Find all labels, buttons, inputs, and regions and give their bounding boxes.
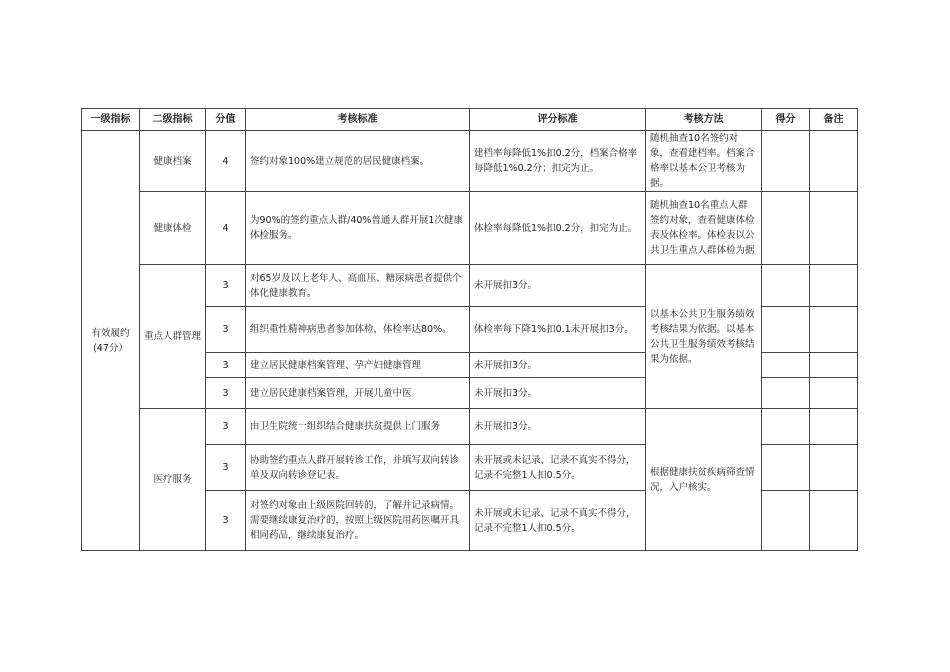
points-cell (762, 192, 810, 265)
level2-cell: 重点人群管理 (140, 265, 206, 409)
score-cell: 3 (206, 491, 246, 551)
criteria-cell: 体检率每降低1%扣0.2分，扣完为止。 (470, 192, 646, 265)
score-cell: 3 (206, 409, 246, 445)
points-cell (762, 265, 810, 307)
remarks-cell (810, 491, 858, 551)
header-criteria: 评分标准 (470, 109, 646, 131)
method-cell: 以基本公共卫生服务绩效考核结果为依据。以基本公共卫生服务绩效考核结果为依据。 (646, 265, 762, 409)
criteria-cell: 未开展扣3分。 (470, 353, 646, 378)
remarks-cell (810, 265, 858, 307)
header-standard: 考核标准 (246, 109, 470, 131)
criteria-cell: 未开展扣3分。 (470, 265, 646, 307)
criteria-cell: 未开展或未记录、记录不真实不得分，记录不完整1人扣0.5分。 (470, 491, 646, 551)
header-score: 分值 (206, 109, 246, 131)
header-method: 考核方法 (646, 109, 762, 131)
standard-cell: 签约对象100%建立规范的居民健康档案。 (246, 131, 470, 192)
remarks-cell (810, 445, 858, 491)
points-cell (762, 409, 810, 445)
remarks-cell (810, 131, 858, 192)
score-cell: 4 (206, 131, 246, 192)
method-cell: 随机抽查10名签约对象，查看建档率。档案合格率以基本公卫考核为据。 (646, 131, 762, 192)
table-row (82, 409, 858, 445)
remarks-cell (810, 353, 858, 378)
level2-cell: 医疗服务 (140, 409, 206, 551)
header-points: 得分 (762, 109, 810, 131)
points-cell (762, 378, 810, 409)
method-cell: 根据健康扶贫疾病筛查情况，入户核实。 (646, 409, 762, 551)
remarks-cell (810, 409, 858, 445)
criteria-cell: 未开展扣3分。 (470, 378, 646, 409)
level1-cell: 有效履约(47分） (82, 131, 140, 551)
points-cell (762, 491, 810, 551)
table-row (82, 265, 858, 307)
criteria-cell: 建档率每降低1%扣0.2分，档案合格率每降低1%0.2分；扣完为止。 (470, 131, 646, 192)
header-level2: 二级指标 (140, 109, 206, 131)
score-cell: 3 (206, 307, 246, 353)
table-row (82, 192, 858, 265)
criteria-cell: 未开展或未记录、记录不真实不得分，记录不完整1人扣0.5分。 (470, 445, 646, 491)
score-cell: 3 (206, 378, 246, 409)
score-cell: 4 (206, 192, 246, 265)
remarks-cell (810, 307, 858, 353)
points-cell (762, 307, 810, 353)
points-cell (762, 445, 810, 491)
level2-cell: 健康档案 (140, 131, 206, 192)
method-cell: 随机抽查10名重点人群签约对象，查看健康体检表及体检率。体检表以公共卫生重点人群体检为据 (646, 192, 762, 265)
standard-cell: 由卫生院统一组织结合健康扶贫提供上门服务 (246, 409, 470, 445)
standard-cell: 建立居民建康档案管理，开展儿童中医 (246, 378, 470, 409)
standard-cell: 协助签约重点人群开展转诊工作，并填写双向转诊单及双向转诊登记表。 (246, 445, 470, 491)
remarks-cell (810, 192, 858, 265)
level2-cell: 健康体检 (140, 192, 206, 265)
standard-cell: 组织重性精神病患者参加体检，体检率达80%。 (246, 307, 470, 353)
standard-cell: 对签约对象由上级医院回转的，了解并记录病情。需要继续康复治疗的，按照上级医院用药医嘱开具相同药品，继续康复治疗。 (246, 491, 470, 551)
criteria-cell: 未开展扣3分。 (470, 409, 646, 445)
header-remarks: 备注 (810, 109, 858, 131)
remarks-cell (810, 378, 858, 409)
criteria-cell: 体检率每下降1%扣0.1未开展扣3分。 (470, 307, 646, 353)
assessment-table (81, 108, 858, 551)
header-row (82, 109, 858, 131)
standard-cell: 为90%的签约重点人群/40%普通人群开展1次健康体检服务。 (246, 192, 470, 265)
table-row (82, 131, 858, 192)
score-cell: 3 (206, 265, 246, 307)
header-level1: 一级指标 (82, 109, 140, 131)
score-cell: 3 (206, 445, 246, 491)
standard-cell: 建立居民健康档案管理、孕产妇健康管理 (246, 353, 470, 378)
points-cell (762, 131, 810, 192)
score-cell: 3 (206, 353, 246, 378)
standard-cell: 对65岁及以上老年人、高血压、糖尿病患者提供个体化健康教育。 (246, 265, 470, 307)
points-cell (762, 353, 810, 378)
